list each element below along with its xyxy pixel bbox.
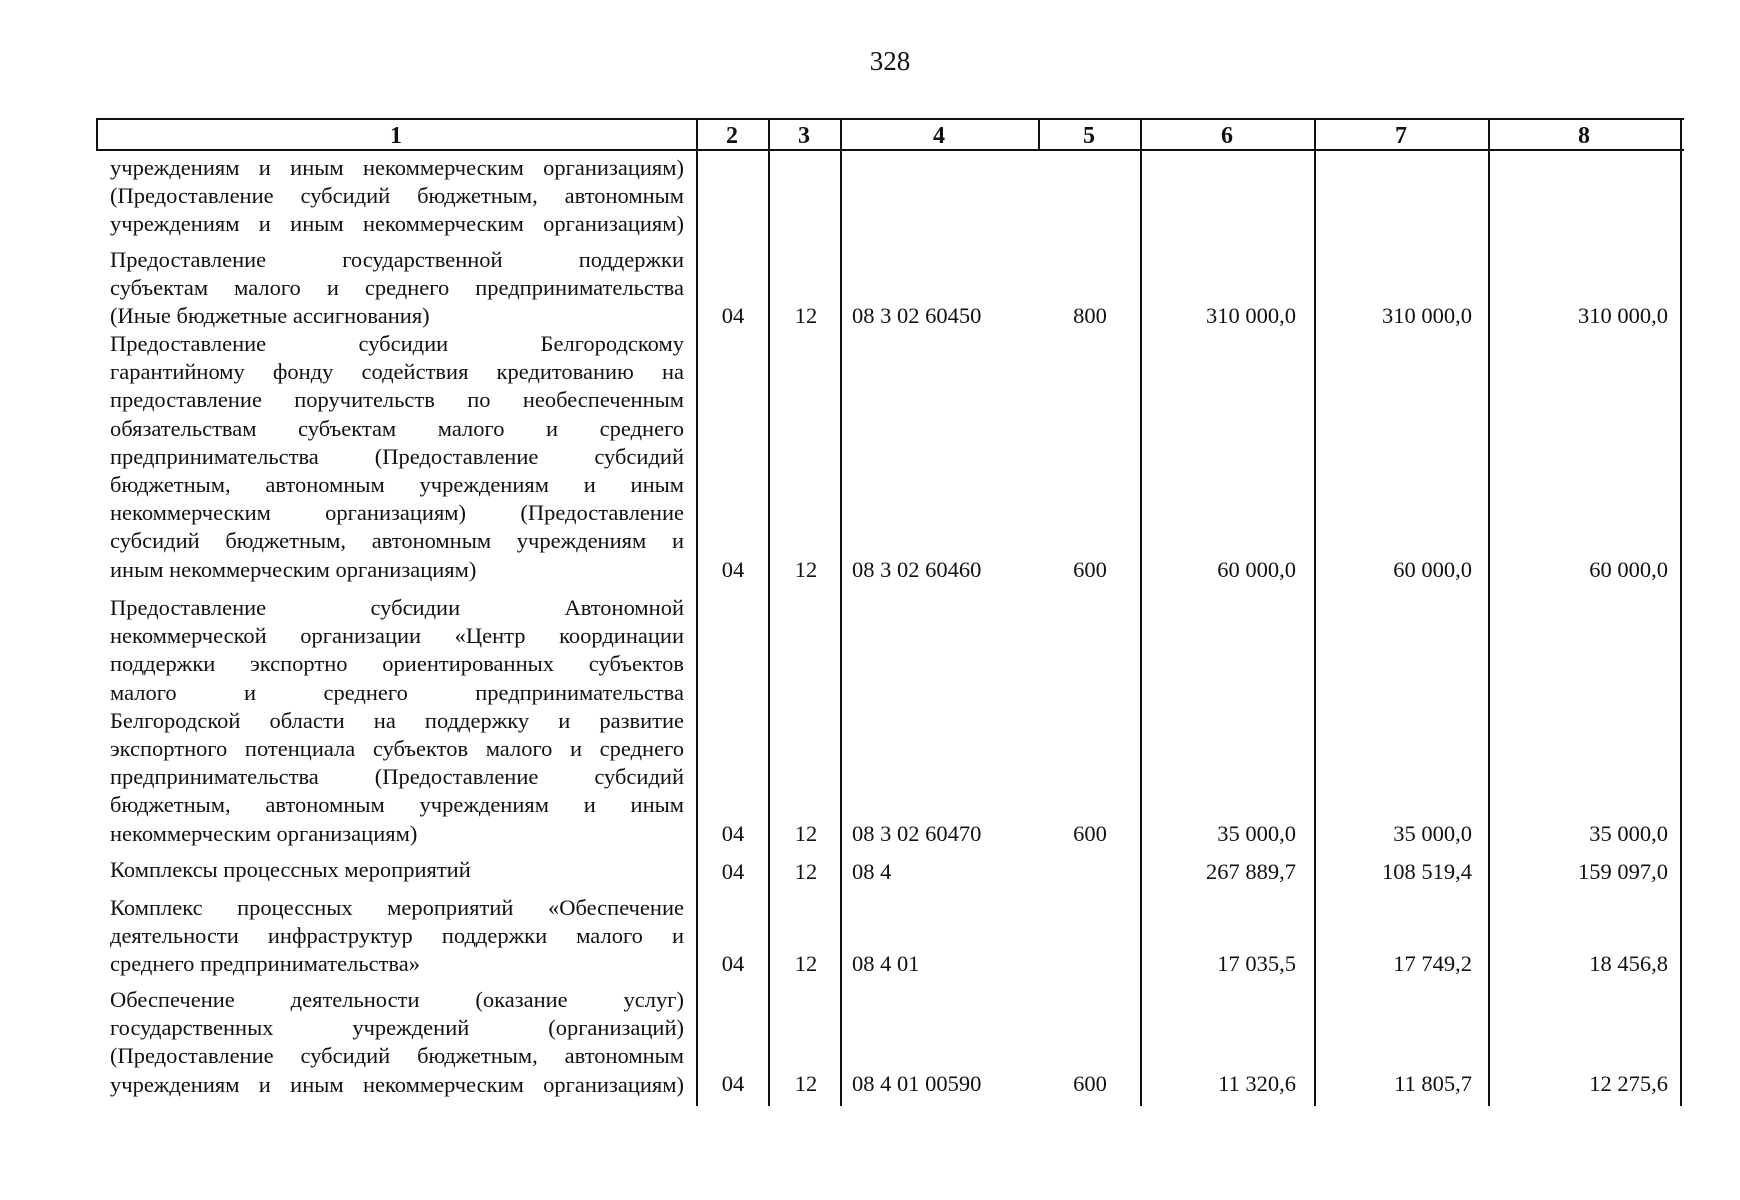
cell-subsection: 12 [794, 821, 818, 846]
header-col-2: 2 [726, 123, 738, 149]
cell-amount-col7: 310 000,0 [1382, 303, 1472, 328]
cell-expense-type: 600 [1073, 821, 1107, 846]
page-number: 328 [869, 46, 911, 76]
description-line: бюджетным, автономным учреждениям и иным [110, 472, 684, 498]
cell-section: 04 [721, 859, 745, 884]
cell-target-article: 08 3 02 60460 [852, 557, 982, 582]
cell-amount-col6: 310 000,0 [1206, 303, 1296, 328]
cell-subsection: 12 [794, 859, 818, 884]
cell-subsection: 12 [794, 557, 818, 582]
description-line: экспортного потенциала субъектов малого и среднего [110, 736, 684, 762]
description-line: иным некоммерческим организациям) [110, 556, 477, 582]
cell-amount-col7: 35 000,0 [1393, 821, 1472, 846]
description-line: субсидий бюджетным, автономным учреждениям и [110, 528, 684, 554]
description-line: (Иные бюджетные ассигнования) [110, 303, 430, 329]
row-description [110, 330, 684, 584]
budget-table [96, 118, 1684, 1106]
cell-amount-col6: 35 000,0 [1217, 821, 1296, 846]
cell-section: 04 [721, 1071, 745, 1096]
description-line: (Предоставление субсидий бюджетным, автономным [110, 183, 684, 209]
header-col-6: 6 [1221, 123, 1233, 149]
description-line: учреждениям и иным некоммерческим организациям) [110, 155, 684, 180]
description-line: предпринимательства (Предоставление субсидий [110, 443, 684, 469]
cell-amount-col7: 17 749,2 [1393, 951, 1472, 976]
table-row [96, 894, 1684, 978]
cell-target-article: 08 4 01 00590 [852, 1071, 982, 1096]
cell-amount-col7: 60 000,0 [1393, 557, 1472, 582]
description-line: малого и среднего предпринимательства [110, 679, 684, 705]
cell-expense-type: 800 [1073, 303, 1107, 328]
description-line: Предоставление субсидии Автономной [110, 595, 684, 620]
cell-amount-col8: 35 000,0 [1589, 821, 1668, 846]
description-line: некоммерческим организациям) [110, 820, 418, 846]
description-line: предоставление поручительств по необеспеченным [110, 387, 684, 413]
cell-amount-col6: 11 320,6 [1218, 1071, 1296, 1096]
description-line: Обеспечение деятельности (оказание услуг) [110, 987, 684, 1012]
description-line: Предоставление субсидии Белгородскому [110, 331, 684, 356]
description-line: обязательствам субъектам малого и среднего [110, 415, 684, 441]
description-line: Комплексы процессных мероприятий [110, 857, 471, 882]
description-line: деятельности инфраструктур поддержки малого и [110, 923, 684, 949]
cell-subsection: 12 [794, 951, 818, 976]
cell-amount-col8: 159 097,0 [1578, 859, 1668, 884]
description-line: бюджетным, автономным учреждениям и иным [110, 792, 684, 818]
cell-amount-col8: 60 000,0 [1589, 557, 1668, 582]
row-description [110, 856, 684, 884]
header-col-3: 3 [798, 123, 810, 149]
header-col-4: 4 [933, 123, 945, 149]
header-col-5: 5 [1083, 123, 1095, 149]
table-row [96, 594, 1684, 848]
description-line: учреждениям и иным некоммерческим организациям) [110, 211, 684, 237]
cell-target-article: 08 4 01 [852, 951, 920, 976]
cell-amount-col6: 17 035,5 [1217, 951, 1296, 976]
table-top-border [96, 118, 1684, 120]
row-description [110, 246, 684, 331]
cell-amount-col7: 108 519,4 [1382, 859, 1472, 884]
table-row [96, 246, 1684, 330]
cell-amount-col7: 11 805,7 [1394, 1071, 1472, 1096]
row-description [110, 154, 684, 239]
description-line: поддержки экспортно ориентированных субъектов [110, 651, 684, 677]
header-col-8: 8 [1578, 123, 1590, 149]
row-description [110, 894, 684, 979]
header-col-1: 1 [390, 123, 402, 149]
header-col-7: 7 [1395, 123, 1407, 149]
description-line: некоммерческим организациям) (Предоставление [110, 500, 684, 526]
cell-target-article: 08 3 02 60470 [852, 821, 982, 846]
row-description [110, 986, 684, 1099]
cell-subsection: 12 [794, 303, 818, 328]
cell-target-article: 08 4 [852, 859, 892, 884]
cell-amount-col8: 18 456,8 [1589, 951, 1668, 976]
table-row [96, 330, 1684, 584]
description-line: субъектам малого и среднего предпринимательства [110, 275, 684, 301]
table-row [96, 154, 1684, 238]
cell-amount-col8: 12 275,6 [1589, 1071, 1668, 1096]
cell-expense-type: 600 [1073, 1071, 1107, 1096]
description-line: некоммерческой организации «Центр координации [110, 623, 684, 649]
cell-expense-type: 600 [1073, 557, 1107, 582]
cell-amount-col8: 310 000,0 [1578, 303, 1668, 328]
cell-subsection: 12 [794, 1071, 818, 1096]
table-row [96, 856, 1684, 886]
cell-section: 04 [721, 557, 745, 582]
cell-target-article: 08 3 02 60450 [852, 303, 982, 328]
cell-section: 04 [721, 821, 745, 846]
cell-amount-col6: 267 889,7 [1206, 859, 1296, 884]
description-line: гарантийному фонду содействия кредитованию на [110, 359, 684, 385]
cell-section: 04 [721, 303, 745, 328]
description-line: государственных учреждений (организаций) [110, 1015, 684, 1041]
description-line: Предоставление государственной поддержки [110, 247, 684, 272]
description-line: учреждениям и иным некоммерческим организациям) [110, 1071, 684, 1097]
cell-amount-col6: 60 000,0 [1217, 557, 1296, 582]
description-line: Комплекс процессных мероприятий «Обеспечение [110, 895, 684, 920]
cell-section: 04 [721, 951, 745, 976]
description-line: (Предоставление субсидий бюджетным, автономным [110, 1043, 684, 1069]
table-row [96, 986, 1684, 1098]
description-line: предпринимательства (Предоставление субсидий [110, 764, 684, 790]
description-line: Белгородской области на поддержку и развитие [110, 707, 684, 733]
row-description [110, 594, 684, 848]
description-line: среднего предпринимательства» [110, 951, 420, 977]
